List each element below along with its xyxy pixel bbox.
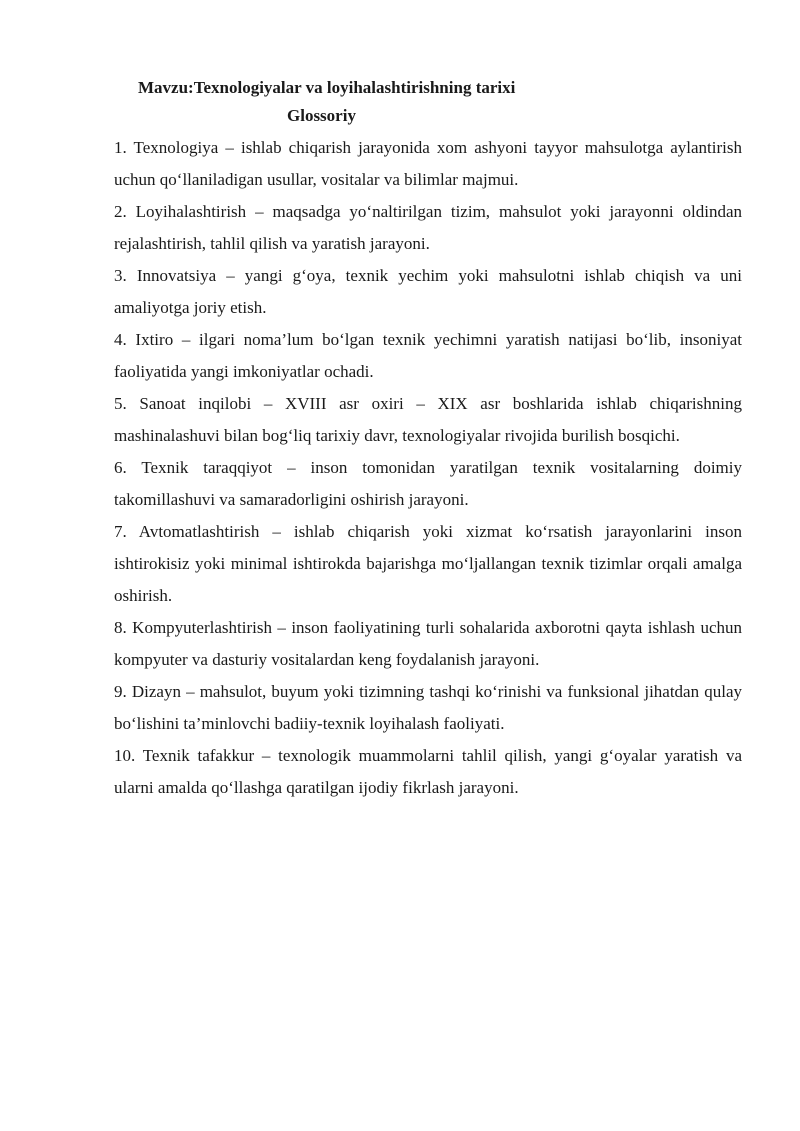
glossary-entry: 7. Avtomatlashtirish – ishlab chiqarish yoki xizmat ko‘rsatish jarayonlarini inson ishtirokisiz yoki minimal ishtirokda bajarishga mo‘ljallangan texnik tizimlar orqali amalga oshirish. — [114, 522, 742, 605]
glossary-entry: 6. Texnik taraqqiyot – inson tomonidan yaratilgan texnik vositalarning doimiy takomillashuvi va samaradorligini oshirish jarayoni. — [114, 458, 742, 509]
glossary-entry: 8. Kompyuterlashtirish – inson faoliyatining turli sohalarida axborotni qayta ishlash uchun kompyuter va dasturiy vositalardan keng foydalanish jarayoni. — [114, 618, 742, 669]
glossary-entry: 1. Texnologiya – ishlab chiqarish jarayonida xom ashyoni tayyor mahsulotga aylantirish uchun qo‘llaniladigan usullar, vositalar va bilimlar majmui. — [114, 138, 742, 189]
document-page — [114, 76, 742, 804]
glossary-entry: 9. Dizayn – mahsulot, buyum yoki tizimning tashqi ko‘rinishi va funksional jihatdan qulay bo‘lishini ta’minlovchi badiiy-texnik loyihalash faoliyati. — [114, 682, 742, 733]
document-subtitle: Glossoriy — [287, 106, 356, 125]
glossary-entry: 5. Sanoat inqilobi – XVIII asr oxiri – XIX asr boshlarida ishlab chiqarishning mashinalashuvi bilan bog‘liq tarixiy davr, texnologiyalar rivojida burilish bosqichi. — [114, 394, 742, 445]
glossary-list — [114, 132, 742, 804]
glossary-entry: 2. Loyihalashtirish – maqsadga yo‘naltirilgan tizim, mahsulot yoki jarayonni oldindan rejalashtirish, tahlil qilish va yaratish jarayoni. — [114, 202, 742, 253]
glossary-entry: 4. Ixtiro – ilgari noma’lum bo‘lgan texnik yechimni yaratish natijasi bo‘lib, insoniyat faoliyatida yangi imkoniyatlar ochadi. — [114, 330, 742, 381]
document-title: Mavzu:Texnologiyalar va loyihalashtirishning tarixi — [138, 78, 516, 97]
glossary-entry: 3. Innovatsiya – yangi g‘oya, texnik yechim yoki mahsulotni ishlab chiqish va uni amaliyotga joriy etish. — [114, 266, 742, 317]
glossary-entry: 10. Texnik tafakkur – texnologik muammolarni tahlil qilish, yangi g‘oyalar yaratish va ularni amalda qo‘llashga qaratilgan ijodiy fikrlash jarayoni. — [114, 746, 742, 797]
